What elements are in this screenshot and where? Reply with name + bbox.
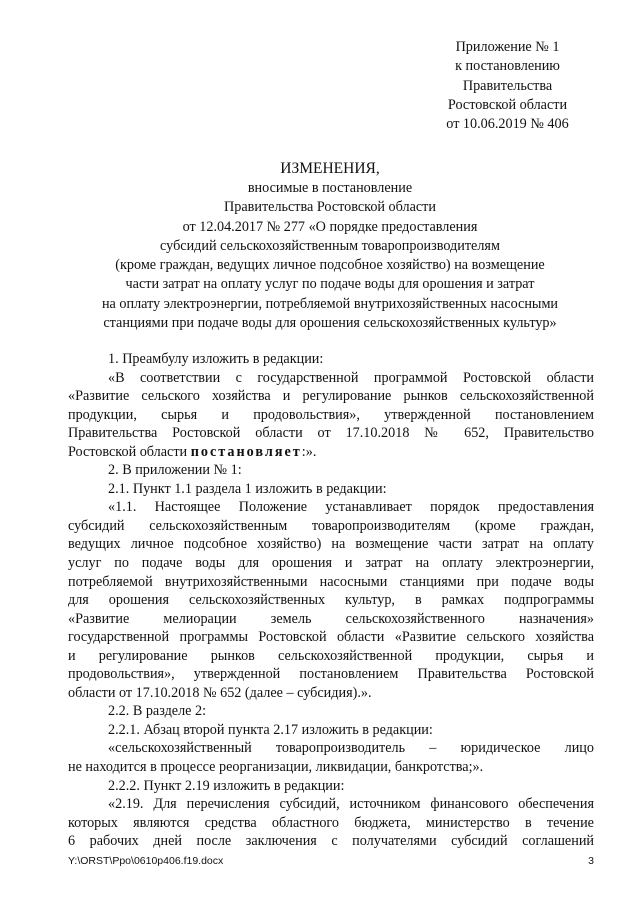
body-line: «2.19. Для перечисления субсидий, источником финансового обеспечения — [108, 796, 594, 813]
body-line: для орошения сельскохозяйственных культур, в рамках подпрограммы — [68, 592, 594, 609]
body-line: продовольствия», утвержденной постановлением Правительства Ростовской — [68, 666, 594, 683]
body-line: потребляемой внутрихозяйственными насосными станциями при подаче воды — [68, 573, 594, 590]
heading-line: станциями при подаче воды для орошения сельскохозяйственных культур» — [103, 315, 557, 332]
body-line: субсидий сельскохозяйственным товаропроизводителям (кроме граждан, — [68, 517, 594, 534]
body-line: Правительства Ростовской области от 17.10.2018 № 652, Правительство — [68, 425, 594, 442]
resolves-word: постановляет — [190, 443, 302, 460]
body-line: государственной программы Ростовской области «Развитие сельского хозяйства — [68, 629, 594, 646]
heading-line: вносимые в постановление — [247, 180, 413, 196]
item-2-1-heading: 2.1. Пункт 1.1 раздела 1 изложить в редакции: — [108, 480, 387, 497]
appendix-line: Приложение № 1 — [455, 39, 560, 55]
document-heading — [66, 158, 594, 333]
body-line: услуг по подаче воды для орошения и затрат на оплату электроэнергии, — [68, 555, 594, 572]
appendix-block — [420, 38, 595, 134]
appendix-line: к постановлению — [455, 58, 560, 75]
body-line: 6 рабочих дней после заключения с получателями субсидий соглашений — [68, 833, 594, 850]
body-line: «1.1. Настоящее Положение устанавливает порядок предоставления — [108, 499, 594, 516]
page-footer — [68, 855, 594, 869]
body-line: «В соответствии с государственной программой Ростовской области — [108, 369, 594, 386]
body-text: :». — [301, 443, 317, 460]
appendix-line: Ростовской области — [447, 96, 568, 113]
body-line: продукции, сырья и продовольствия», утвержденной постановлением — [68, 406, 594, 423]
body-text: Ростовской области — [68, 443, 191, 460]
item-1-heading: 1. Преамбулу изложить в редакции: — [108, 351, 324, 367]
heading-line: части затрат на оплату услуг по подаче воды для орошения и затрат — [125, 276, 535, 293]
heading-line: субсидий сельскохозяйственным товаропроизводителям — [160, 237, 500, 254]
file-path: Y:\ORST\Ppo\0610p406.f19.docx — [68, 855, 224, 867]
body-line: области от 17.10.2018 № 652 (далее – субсидия).». — [68, 684, 372, 701]
heading-line: на оплату электроэнергии, потребляемой внутрихозяйственных насосными — [101, 295, 559, 312]
heading-line: (кроме граждан, ведущих личное подсобное хозяйство) на возмещение — [115, 257, 545, 274]
body-line: ведущих личное подсобное хозяйство) на возмещение части затрат на оплату — [68, 536, 594, 553]
page-number: 3 — [588, 855, 594, 867]
heading-line: от 12.04.2017 № 277 «О порядке предоставления — [182, 218, 478, 235]
body-line — [68, 443, 594, 462]
body-line: не находится в процессе реорганизации, ликвидации, банкротства;». — [68, 759, 484, 776]
body-line: «Развитие мелиорации земель сельскохозяйственного назначения» — [68, 610, 594, 627]
heading-title: ИЗМЕНЕНИЯ, — [280, 160, 380, 177]
item-2-heading: 2. В приложении № 1: — [108, 462, 242, 479]
body-line: «Развитие сельского хозяйства и регулирование рынков сельскохозяйственной — [68, 388, 594, 405]
body-line: и регулирование рынков сельскохозяйственной продукции, сырья и — [68, 647, 594, 664]
appendix-line: от 10.06.2019 № 406 — [446, 116, 569, 133]
document-body — [68, 350, 594, 851]
body-line: которых являются средства областного бюджета, министерство в течение — [68, 814, 594, 831]
item-2-2-2-heading: 2.2.2. Пункт 2.19 изложить в редакции: — [108, 777, 345, 794]
item-2-2-heading: 2.2. В разделе 2: — [108, 703, 207, 720]
heading-line: Правительства Ростовской области — [224, 199, 436, 216]
item-2-2-1-heading: 2.2.1. Абзац второй пункта 2.17 изложить в редакции: — [108, 721, 433, 738]
body-line: «сельскохозяйственный товаропроизводитель – юридическое лицо — [108, 740, 594, 757]
appendix-line: Правительства — [462, 77, 553, 94]
